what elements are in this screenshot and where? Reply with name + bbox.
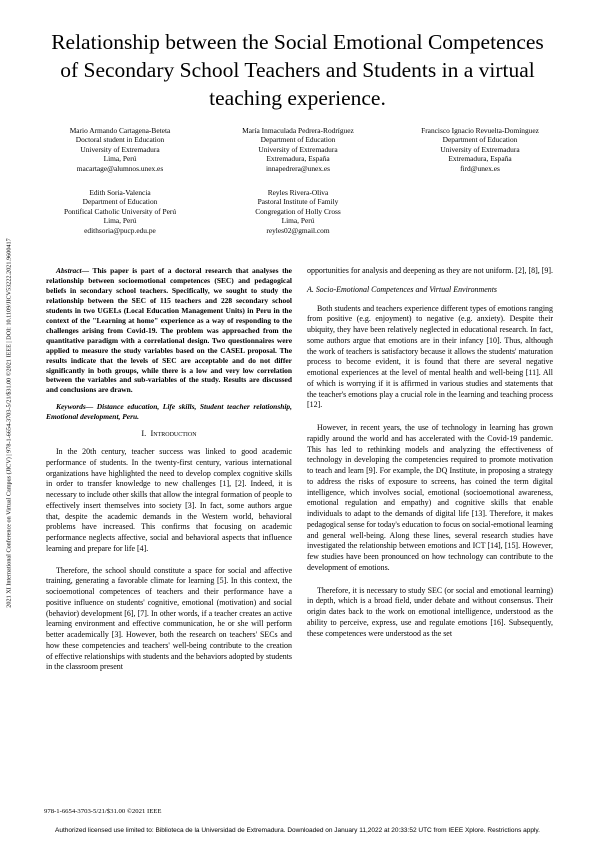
author-4-dept: Department of Education <box>82 197 158 207</box>
intro-paragraph-2: Therefore, the school should constitute a space for social and affective training, generating a favorable climate for learning [5]. In this context, the socioemotional competences of teachers and their performance have a positive influence on students' cognitive, emotional (motivation) and social (behavior) development [6], [7]. In other words, if a teacher creates an active learning environment and effective communication, he or she will perform better academically [3]. However, both the research on teachers' SECs and how these competencies and teachers' well-being contribute to the creation of effective relationships with students and the behaviors adopted by students in the classroom present <box>46 565 292 672</box>
author-4-name: Edith Soria-Valencia <box>89 188 151 197</box>
section-numeral: I. <box>141 429 147 439</box>
section-title: Introduction <box>150 429 197 439</box>
footer-isbn: 978-1-6654-3703-5/21/$31.00 ©2021 IEEE <box>44 808 162 815</box>
author-2-email[interactable]: innapedrera@unex.es <box>265 163 331 173</box>
author-2-location: Extremadura, España <box>266 154 330 164</box>
right-intro-continuation: opportunities for analysis and deepening as they are not uniform. [2], [8], [9]. <box>307 266 553 275</box>
abstract-label: Abstract— <box>56 266 90 275</box>
author-block-1 <box>30 126 210 173</box>
right-paragraph-2: However, in recent years, the use of technology in learning has grown rapidly around the world and has accelerated with the Covid-19 pandemic. This has led to rethinking models and analyzing the effectiveness of technology in developing the competencies required to promote motivation to teach and learn [9]. For example, the DQ Institute, in proposing a strategy to address the risks of exposure to screens, has coined the term digital intelligence, which involves social, emotional (socioemotional awareness, emotional regulation and empathy) and cognitive skills that enable individuals to adapt to the demands of digital life [13]. Therefore, it makes pedagogical sense for today's education to focus on social-emotional learning and general well-being. Along these lines, several research studies have investigated the relationship between emotions and ICT [14], [15]. However, few studies have been pronounced on how technology can contribute to the development of emotions. <box>307 423 553 572</box>
footer-authorization: Authorized licensed use limited to: Biblioteca de la Universidad de Extremadura. Downloaded on January 11,2022 at 20:33:52 UTC from IEEE Xplore. Restrictions apply. <box>55 827 540 834</box>
author-4-location: Lima, Perú <box>103 216 137 226</box>
author-5-dept: Pastoral Institute of Family <box>257 197 339 207</box>
right-paragraph-1: Both students and teachers experience different types of emotions ranging from positive (e.g. enjoyment) to negative (e.g. anxiety). Despite their ubiquity, they have been relatively neglected in educational research. In fact, some authors argue that emotions are in their infancy [10]. Thus, although the work of teachers is satisfactory because it allows the students' maturation process to become evident, it is found that there are several negative emotional experiences at the level of mental health and well-being [11]. All of which is worrying if it is affirmed in various studies and statements that the teacher's emotions play a crucial role in the learning and teaching process [12]. <box>307 303 553 410</box>
side-doi-text: 2021 XI International Conference on Virtual Campus (JICV) | 978-1-6654-3703-5/21/$31.00 ©2021 IEEE | DOI: 10.1109/JICV53222.2021.9600417 <box>5 238 12 608</box>
side-doi-strip <box>2 188 15 658</box>
author-3-dept: Department of Education <box>442 135 518 145</box>
author-4-university: Pontifical Catholic University of Perú <box>63 206 177 216</box>
author-1-university: University of Extremadura <box>80 144 160 154</box>
author-block-2 <box>208 126 388 173</box>
author-block-3 <box>390 126 570 173</box>
author-2-university: University of Extremadura <box>258 144 338 154</box>
author-5-email[interactable]: reyles02@gmail.com <box>266 225 330 235</box>
paper-title: Relationship between the Social Emotional Competences of Secondary School Teachers and Students in a virtual teaching experience. <box>51 30 544 110</box>
author-3-name: Francisco Ignacio Revuelta-Domínguez <box>421 126 539 135</box>
author-5-location: Lima, Perú <box>281 216 315 226</box>
intro-paragraph-1: In the 20th century, teacher success was linked to good academic performance of students. In the twenty-first century, various international organizations have highlighted the need to develop complex cognitive skills in order to transfer knowledge to new challenges [1], [2]. Indeed, it is necessary to include other skills that allow the integral formation of people to effectively insert themselves into society [3]. In fact, some authors argue that, despite the academic demands in the Western world, behavioral problems have increased. This confirms that focusing on academic performance neglects affective, social and behavioral aspects that influence learning and prepare for life [4]. <box>46 447 292 553</box>
abstract <box>46 266 292 395</box>
author-3-university: University of Extremadura <box>440 144 520 154</box>
author-2-dept: Department of Education <box>260 135 336 145</box>
abstract-text: This paper is part of a doctoral research that analyses the relationship between socioemotional competences (SEC) and pedagogical beliefs in secondary school teachers. Specifically, we sought to study the relationship between the SEC of 115 teachers and 228 secondary school students in two UGELs (Local Education Management Units) in Peru in the context of the "Learning at home" experience as a way of responding to the challenges arising from Covid-19. The problem was approached from the quantitative paradigm with a correlational design. Two questionnaires were applied to measure the study variables based on the CASEL proposal. The results indicate that the levels of SEC are acceptable and do not differ significantly in both groups, while there is a low and very low correlation between the variables and sub-variables of the study. Results are discussed and conclusions are drawn. <box>46 266 292 395</box>
author-block-5 <box>208 188 388 235</box>
author-5-university: Congregation of Holly Cross <box>255 206 341 216</box>
right-column <box>307 266 553 646</box>
author-block-4 <box>30 188 210 235</box>
author-2-name: María Inmaculada Pedrera-Rodríguez <box>242 126 354 135</box>
author-1-dept: Doctoral student in Education <box>75 135 165 145</box>
author-1-location: Lima, Perú <box>103 154 137 164</box>
keywords-text: Distance education, Life skills, Student teacher relationship, Emotional development, Peru. <box>46 402 292 422</box>
subsection-heading: A. Socio-Emotional Competences and Virtual Environments <box>307 284 498 294</box>
keywords-label: Keywords— <box>56 402 94 412</box>
author-1-name: Mario Armando Cartagena-Beteta <box>69 126 171 135</box>
section-heading-introduction <box>46 429 292 440</box>
keywords <box>46 402 292 422</box>
author-5-name: Reyles Rivera-Oliva <box>267 188 329 197</box>
author-1-email[interactable]: macartage@alumnos.unex.es <box>76 163 164 173</box>
author-3-location: Extremadura, España <box>448 154 512 164</box>
author-3-email[interactable]: fird@unex.es <box>460 163 500 173</box>
author-4-email[interactable]: edithsoria@pucp.edu.pe <box>84 225 156 235</box>
right-paragraph-3: Therefore, it is necessary to study SEC (or social and emotional learning) in depth, which is a broad field, under debate and without consensus. Their origin dates back to the work on emotional intelligence, understood as the ability to perceive, express, use and regulate emotions [16]. Subsequently, these competences were understood as the set <box>307 585 553 638</box>
left-column <box>46 266 292 680</box>
